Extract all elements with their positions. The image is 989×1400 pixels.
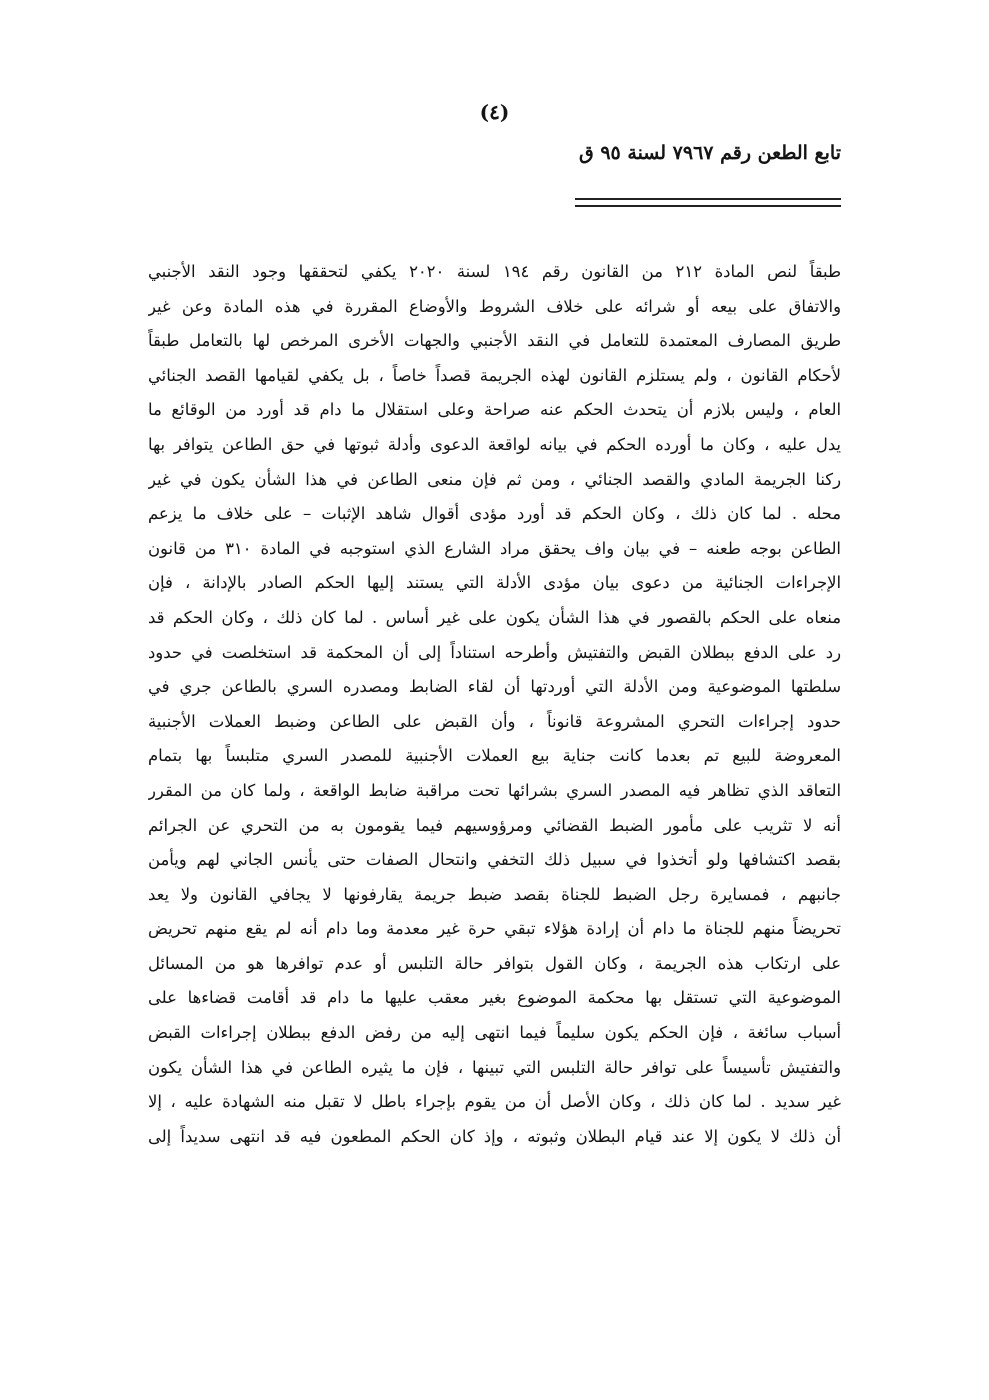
page-number: (٤): [479, 100, 510, 124]
text-line: تحريضاً منهم للجناة ما دام أن إرادة هؤلاء تبقي حرة غير معدمة وما دام أنه لم يقع منهم تحريض: [148, 919, 841, 939]
text-line: رد على الدفع ببطلان القبض والتفتيش وأطرحه استناداً إلى أن المحكمة قد استخلصت في حدود: [148, 642, 841, 662]
text-line: والتفتيش تأسيساً على توافر حالة التلبس التي تبينها ، فإن ما يثيره الطاعن في هذا الشأن يكون: [148, 1057, 841, 1077]
text-line: أنه لا تثريب على مأمور الضبط القضائي ومرؤوسيهم فيما يقومون به من التحري عن الجرائم: [148, 815, 841, 835]
text-line: حدود إجراءات التحري المشروعة قانوناً ، وأن القبض على الطاعن وضبط العملات الأجنبية: [148, 711, 841, 731]
text-line: سلطتها الموضوعية ومن الأدلة التي أوردتها أن لقاء الضابط ومصدره السري بالطاعن جري في: [148, 677, 841, 697]
case-reference-heading: تابع الطعن رقم ٧٩٦٧ لسنة ٩٥ ق: [578, 142, 841, 164]
text-line: منعاه على الحكم بالقصور في هذا الشأن يكون على غير أساس . لما كان ذلك ، وكان الحكم قد: [148, 607, 841, 627]
heading-double-rule: [575, 198, 841, 207]
text-line: طريق المصارف المعتمدة للتعامل في النقد الأجنبي والجهات الأخرى المرخص لها بالتعامل طبقاً: [148, 331, 841, 351]
text-line: لأحكام القانون ، ولم يستلزم القانون لهذه الجريمة قصداً خاصاً ، بل يكفي لقيامها القصد الجنائي: [148, 365, 841, 385]
text-line: الطاعن بوجه طعنه – في بيان واف يحقق مراد الشارع الذي استوجبه في المادة ٣١٠ من قانون: [148, 538, 841, 558]
text-line: بقصد اكتشافها ولو أتخذوا في سبيل ذلك التخفي وانتحال الصفات حتى يأنس الجاني لهم ويأمن: [148, 850, 841, 870]
text-line: والاتفاق على بيعه أو شرائه على خلاف الشروط والأوضاع المقررة في هذه المادة وعن غير: [148, 296, 841, 316]
judgment-body-text: [148, 255, 841, 1154]
text-line: أسباب سائغة ، فإن الحكم يكون سليماً فيما انتهى إليه من رفض الدفع ببطلان إجراءات القبض: [148, 1023, 841, 1043]
text-line: المعروضة للبيع تم بعدما كانت جناية بيع العملات الأجنبية للمصدر السري متلبساً بها بتمام: [148, 746, 841, 766]
text-line: أن ذلك لا يكون إلا عند قيام البطلان وثبوته ، وإذ كان الحكم المطعون فيه قد انتهى سديداً إلى: [148, 1126, 841, 1146]
text-line: محله . لما كان ذلك ، وكان الحكم قد أورد مؤدى أقوال شاهد الإثبات – على خلاف ما يزعم: [148, 504, 841, 524]
text-line: غير سديد . لما كان ذلك ، وكان الأصل أن من يقوم بإجراء باطل لا تقبل منه الشهادة عليه ، إلا: [148, 1092, 841, 1112]
text-line: التعاقد الذي تظاهر فيه المصدر السري بشرائها تحت مراقبة ضابط الواقعة ، ولما كان من المقرر: [148, 780, 841, 800]
text-line: جانبهم ، فمسايرة رجل الضبط للجناة بقصد ضبط جريمة يقارفونها لا يجافي القانون ولا يعد: [148, 884, 841, 904]
text-line: طبقاً لنص المادة ٢١٢ من القانون رقم ١٩٤ لسنة ٢٠٢٠ يكفي لتحققها وجود النقد الأجنبي: [148, 262, 841, 281]
text-line: الإجراءات الجنائية من دعوى بيان مؤدى الأدلة التي يستند إليها الحكم الصادر بالإدانة ، فإن: [148, 573, 841, 593]
text-line: الموضوعية التي تستقل بها محكمة الموضوع بغير معقب عليها ما دام قد أقامت قضاءها على: [148, 988, 841, 1008]
text-line: العام ، وليس بلازم أن يتحدث الحكم عنه صراحة وعلى استقلال ما دام قد أورد من الوقائع ما: [148, 400, 841, 420]
text-line: على ارتكاب هذه الجريمة ، وكان القول بتوافر حالة التلبس أو عدم توافرها هو من المسائل: [148, 953, 841, 973]
text-line: يدل عليه ، وكان ما أورده الحكم في بيانه لواقعة الدعوى وأدلة ثبوتها في حق الطاعن يتوافر بها: [148, 434, 841, 454]
text-line: ركنا الجريمة المادي والقصد الجنائي ، ومن ثم فإن منعى الطاعن في هذا الشأن يكون في غير: [148, 469, 841, 489]
